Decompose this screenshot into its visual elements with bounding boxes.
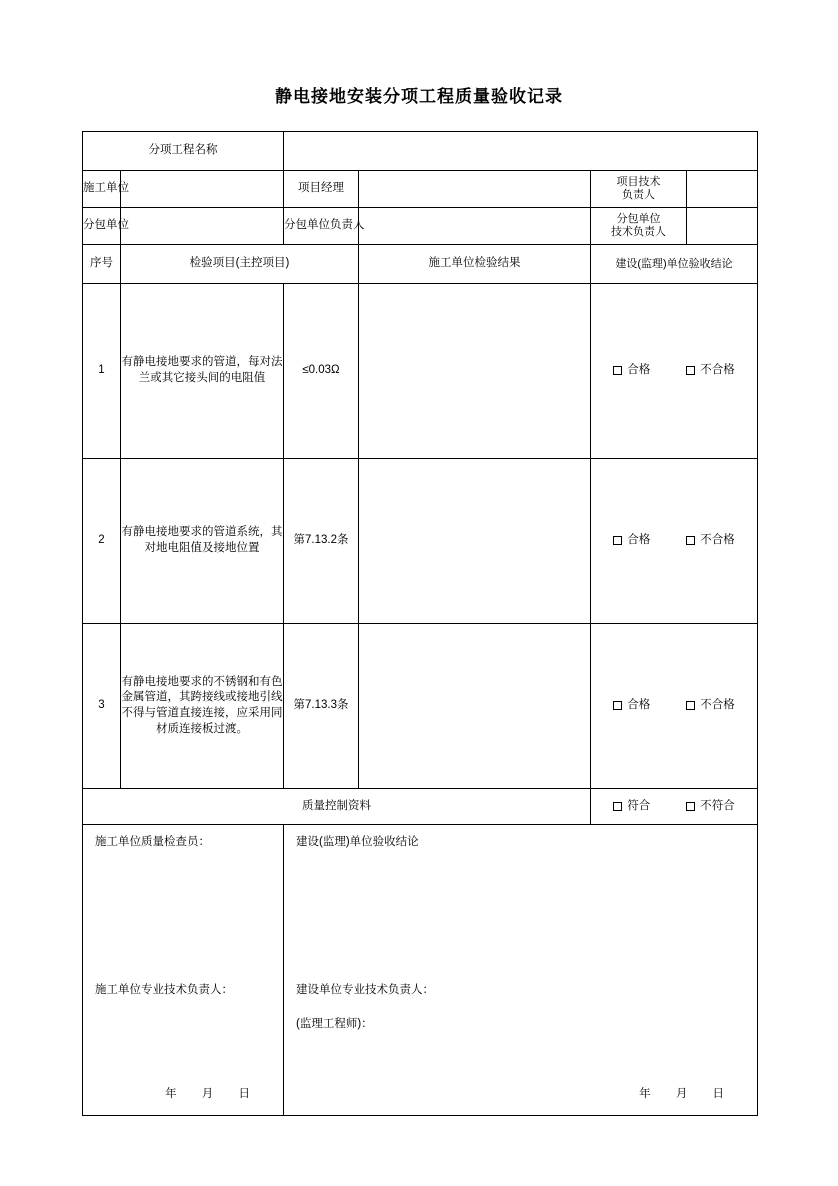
label-supervision-engineer: (监理工程师)： (296, 1018, 373, 1030)
table-row-subcontractor (83, 208, 758, 245)
checkbox-nonconform[interactable] (686, 799, 735, 815)
label-owner-tech-lead: 建设单位专业技术负责人： (296, 984, 434, 996)
table-row (83, 624, 758, 789)
acceptance-record-table (82, 131, 758, 1116)
row-result-cell[interactable] (359, 284, 591, 459)
checkbox-icon[interactable] (613, 802, 622, 811)
row-seq: 3 (83, 624, 121, 789)
checkbox-pass-label: 合格 (627, 364, 651, 377)
checkbox-nonconform-label: 不符合 (700, 799, 735, 812)
checkbox-fail-label: 不合格 (700, 364, 735, 377)
table-row (83, 284, 758, 459)
row-result-cell[interactable] (359, 624, 591, 789)
checkbox-icon[interactable] (686, 366, 695, 375)
label-construction-tech-lead: 施工单位专业技术负责人： (95, 984, 233, 996)
checkbox-pass-label: 合格 (627, 699, 651, 712)
row-item-text: 有静电接地要求的管道系统，其对地电阻值及接地位置 (121, 459, 284, 624)
row-conclusion-cell (591, 624, 758, 789)
row-conclusion-cell (591, 284, 758, 459)
date-line-right (631, 1087, 735, 1103)
checkbox-icon[interactable] (686, 536, 695, 545)
date-day-right: 日 (712, 1088, 728, 1101)
table-column-headers (83, 245, 758, 284)
signature-block (83, 825, 758, 1116)
signature-right (284, 825, 758, 1116)
row-seq: 2 (83, 459, 121, 624)
checkbox-pass-label: 合格 (627, 534, 651, 547)
column-header-seq: 序号 (83, 245, 121, 284)
label-construction-inspector: 施工单位质量检查员： (95, 836, 210, 848)
checkbox-fail-label: 不合格 (700, 534, 735, 547)
checkbox-icon[interactable] (686, 802, 695, 811)
label-quality-control: 质量控制资料 (83, 789, 591, 825)
table-row-quality-control (83, 789, 758, 825)
column-header-conclusion: 建设(监理)单位验收结论 (591, 245, 758, 284)
label-subcontractor: 分包单位 (83, 208, 121, 245)
label-subcontractor-tech-lead-line2: 技术负责人 (611, 226, 666, 238)
page-title: 静电接地安装分项工程质量验收记录 (275, 87, 563, 106)
label-project-name: 分项工程名称 (83, 132, 284, 171)
column-header-item: 检验项目(主控项目) (121, 245, 359, 284)
label-construction-unit: 施工单位 (83, 171, 121, 208)
label-supervision-conclusion: 建设(监理)单位验收结论 (296, 836, 419, 848)
checkbox-fail[interactable] (686, 698, 735, 714)
column-header-result: 施工单位检验结果 (359, 245, 591, 284)
checkbox-pass[interactable] (613, 363, 650, 379)
label-subcontractor-manager: 分包单位负责人 (284, 208, 359, 245)
date-day-left: 日 (238, 1088, 253, 1101)
row-result-cell[interactable] (359, 459, 591, 624)
value-subcontractor-tech-lead[interactable] (687, 208, 757, 244)
value-subcontractor[interactable] (121, 208, 284, 245)
cell-subcontractor-tech-lead (591, 208, 758, 245)
quality-control-conclusion (591, 789, 758, 825)
value-project-tech-lead[interactable] (687, 171, 757, 207)
date-month-left: 月 (201, 1088, 217, 1101)
checkbox-icon[interactable] (613, 366, 622, 375)
row-item-text: 有静电接地要求的管道，每对法兰或其它接头间的电阻值 (121, 284, 284, 459)
checkbox-conform[interactable] (613, 799, 650, 815)
checkbox-conform-label: 符合 (627, 799, 651, 812)
date-year-left: 年 (165, 1088, 180, 1101)
cell-project-tech-lead (591, 171, 758, 208)
label-project-tech-lead-line2: 负责人 (622, 189, 655, 201)
table-row-project-name (83, 132, 758, 171)
label-subcontractor-tech-lead-line1: 分包单位 (616, 213, 661, 226)
row-item-value: 第7.13.3条 (284, 624, 359, 789)
row-item-text: 有静电接地要求的不锈钢和有色金属管道，其跨接线或接地引线不得与管道直接连接，应采用同材质连接板过渡。 (121, 624, 284, 789)
signature-left (83, 825, 284, 1116)
table-row (83, 459, 758, 624)
label-project-tech-lead-line1: 项目技术 (616, 176, 661, 189)
checkbox-icon[interactable] (613, 701, 622, 710)
date-month-right: 月 (675, 1088, 691, 1101)
checkbox-icon[interactable] (613, 536, 622, 545)
row-seq: 1 (83, 284, 121, 459)
label-project-manager: 项目经理 (284, 171, 359, 208)
value-subcontractor-manager[interactable] (359, 208, 591, 245)
row-item-value: ≤0.03Ω (284, 284, 359, 459)
date-line-left (157, 1087, 261, 1103)
checkbox-pass[interactable] (613, 533, 650, 549)
value-construction-unit[interactable] (121, 171, 284, 208)
checkbox-fail[interactable] (686, 363, 735, 379)
checkbox-fail-label: 不合格 (700, 699, 735, 712)
table-row-units (83, 171, 758, 208)
checkbox-icon[interactable] (686, 701, 695, 710)
checkbox-pass[interactable] (613, 698, 650, 714)
checkbox-fail[interactable] (686, 533, 735, 549)
date-year-right: 年 (639, 1088, 654, 1101)
value-project-manager[interactable] (359, 171, 591, 208)
value-project-name[interactable] (284, 132, 758, 171)
row-conclusion-cell (591, 459, 758, 624)
row-item-value: 第7.13.2条 (284, 459, 359, 624)
